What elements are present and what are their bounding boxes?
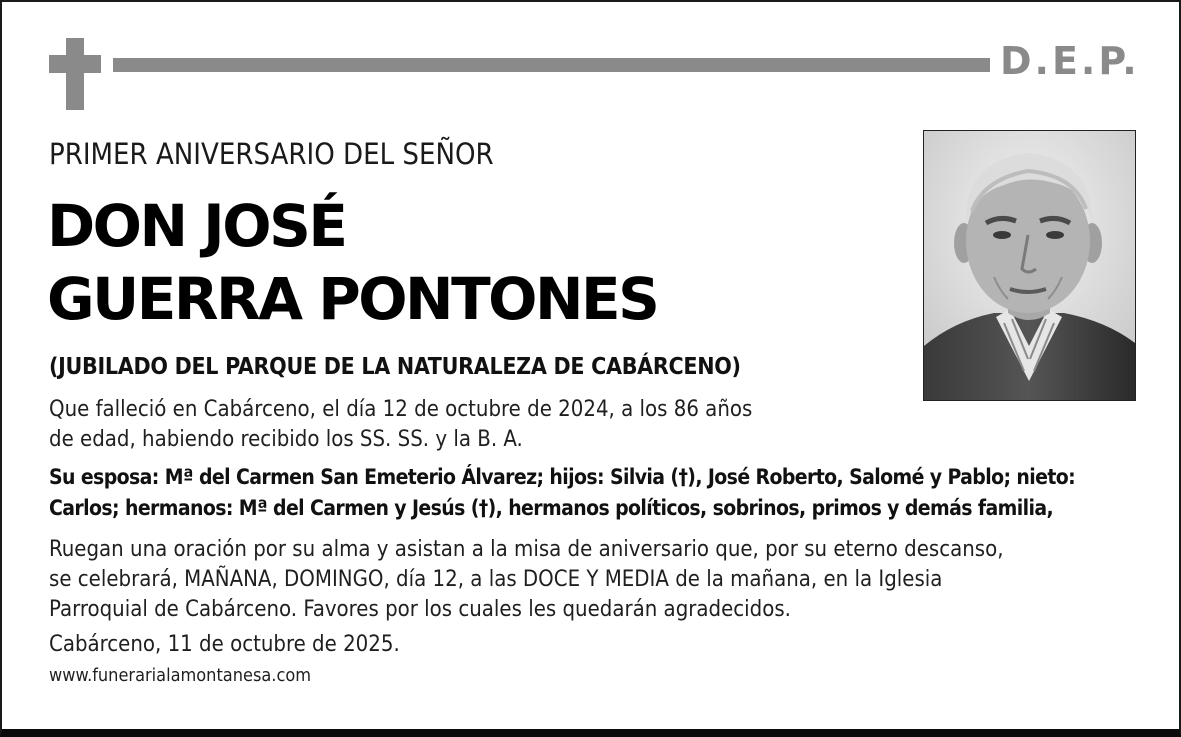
deceased-name-line-2: GUERRA PONTONES <box>47 265 658 333</box>
death-details-line: de edad, habiendo recibido los SS. SS. y la B. A. <box>49 427 523 452</box>
family-list <box>49 462 1075 524</box>
occupation-tagline: (JUBILADO DEL PARQUE DE LA NATURALEZA DE CABÁRCENO) <box>49 354 741 380</box>
cross-icon <box>49 38 101 110</box>
website-link[interactable]: www.funerarialamontanesa.com <box>49 665 312 686</box>
mass-details <box>49 535 1003 625</box>
dep-label: D.E.P. <box>1000 39 1140 83</box>
portrait-photo <box>923 130 1136 401</box>
mass-details-line: Ruegan una oración por su alma y asistan a la misa de aniversario que, por su eterno descanso, <box>49 537 1004 562</box>
mass-details-line: Parroquial de Cabárceno. Favores por los cuales les quedarán agradecidos. <box>49 597 791 622</box>
deceased-name-line-1: DON JOSÉ <box>47 192 346 260</box>
notice-subtitle: PRIMER ANIVERSARIO DEL SEÑOR <box>49 137 494 171</box>
death-details <box>49 395 752 455</box>
death-details-line: Que falleció en Cabárceno, el día 12 de octubre de 2024, a los 86 años <box>49 397 753 422</box>
family-list-line: Carlos; hermanos: Mª del Carmen y Jesús (†), hermanos políticos, sobrinos, primos y demás familia, <box>49 496 1054 520</box>
place-date: Cabárceno, 11 de octubre de 2025. <box>49 632 400 657</box>
family-list-line: Su esposa: Mª del Carmen San Emeterio Álvarez; hijos: Silvia (†), José Roberto, Salomé y Pablo; nieto: <box>49 465 1076 489</box>
mass-details-line: se celebrará, MAÑANA, DOMINGO, día 12, a las DOCE Y MEDIA de la mañana, en la Iglesia <box>49 567 943 592</box>
header-rule <box>113 58 990 72</box>
